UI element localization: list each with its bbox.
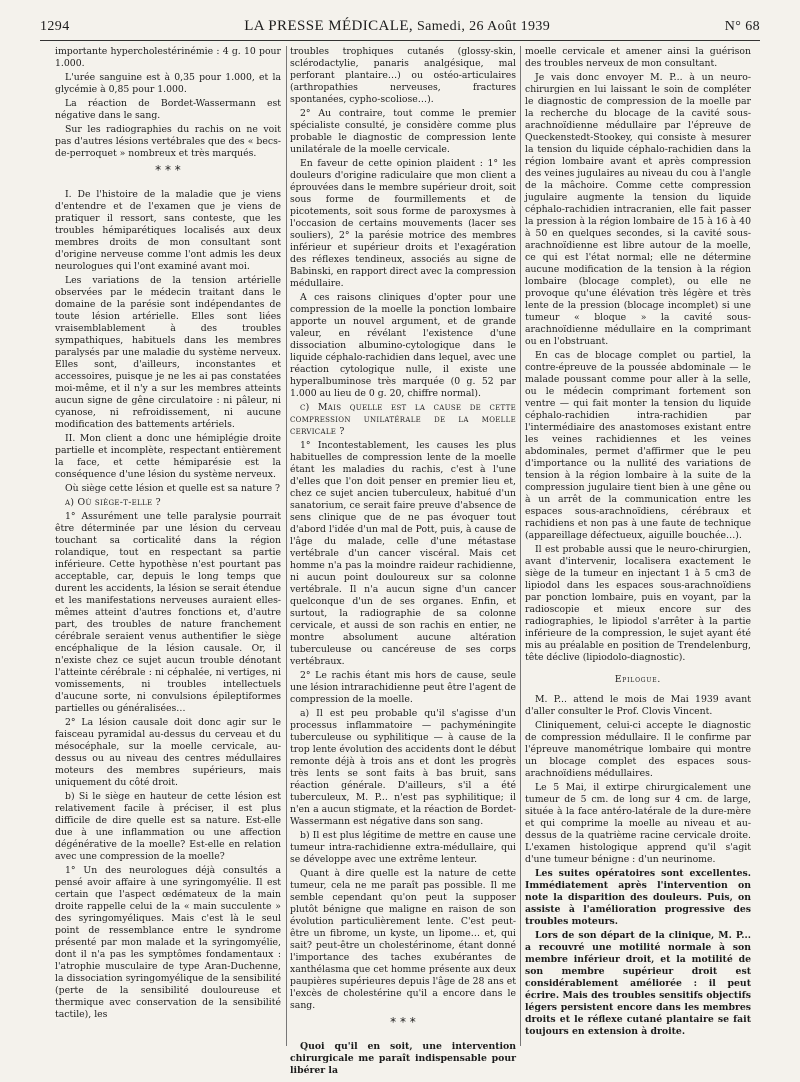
paragraph: I. De l'histoire de la maladie que je viens d'entendre et de l'examen que je viens de pratiquer il ressort, sans conteste, que les troubles hémiparétiques localisés aux deux membres droits de mon consultant sont d'origine nerveuse comme l'ont admis les deux neurologues qui l'ont examiné avant moi. [55, 189, 281, 272]
section-separator: * * * [390, 1015, 416, 1029]
paragraph: b) Il est plus légitime de mettre en cause une tumeur intra-rachidienne extra-médullaire, qui se développe avec une extrême lenteur. [290, 830, 516, 865]
publication-name: LA PRESSE MÉDICALE, [244, 18, 414, 34]
paragraph: b) Si le siège en hauteur de cette lésion est relativement facile à préciser, il est plus difficile de dire quelle est sa nature. Est-elle due à une inflammation ou une affection dégénérative de la moelle? Est-elle en relation avec une compression de la moelle? [55, 791, 281, 862]
issue-number: N° 68 [724, 19, 760, 34]
paragraph: M. P... attend le mois de Mai 1939 avant d'aller consulter le Prof. Clovis Vincent. [525, 694, 751, 717]
issue-date: Samedi, 26 Août 1939 [416, 19, 551, 34]
page-number: 1294 [40, 19, 70, 34]
paragraph: Le 5 Mai, il extirpe chirurgicalement une tumeur de 5 cm. de long sur 4 cm. de large, située à la face antéro-latérale de la dure-mère et qui comprime la moelle au niveau et au-dessus de la quatrième racine cervicale droite. L'examen histologique apprend qu'il s'agit d'une tumeur bénigne : d'un neurinome. [525, 782, 751, 865]
paragraph: troubles trophiques cutanés (glossy-skin, sclérodactylie, panaris analgésique, mal perforant plantaire…) ou ostéo-articulaires (arthropathies nerveuses, fractures spontanées, cypho-scoliose…). [290, 46, 516, 105]
paragraph: Il est probable aussi que le neuro-chirurgien, avant d'intervenir, localisera exactement le siège de la tumeur en injectant 1 à 5 cm3 de lipiodol dans les espaces sous-arachnoïdiens par ponction lombaire, puis en voyant, par la radioscopie et mieux encore sur des radiographies, le lipiodol s'arrêter à la partie inférieure de la compression, le sujet ayant été mis au préalable en position de Trendelenburg, tête déclive (lipiodolo-diagnostic). [525, 544, 751, 663]
paragraph: Lors de son départ de la clinique, M. P... a recouvré une motilité normale à son membre inférieur droit, et la motilité de son membre supérieur droit est considérablement améliorée : il peut écrire. Mais des troubles sensitifs objectifs légers persistent encore dans les membres droits et le réflexe cutané plantaire se fait toujours en extension à droite. [525, 930, 751, 1037]
paragraph: 2° Au contraire, tout comme le premier spécialiste consulté, je considère comme plus probable le diagnostic de compression lente unilatérale de la moelle cervicale. [290, 108, 516, 155]
paragraph: L'urée sanguine est à 0,35 pour 1.000, et la glycémie à 0,85 pour 1.000. [55, 72, 281, 95]
paragraph: moelle cervicale et amener ainsi la guérison des troubles nerveux de mon consultant. [525, 46, 751, 69]
paragraph: 1° Un des neurologues déjà consultés a pensé avoir affaire à une syringomyélie. Il est certain que l'aspect œdémateux de la main droite rappelle celui de la « main succulente » des syringomyéliques. Mais c'est là le seul point de ressemblance entre le syndrome présenté par mon malade et la syringomyélie, dont il n'a pas les symptômes fondamentaux : l'atrophie musculaire de type Aran-Duchenne, la dissociation syringomyélique de la sensibilité (perte de la sensibilité douloureuse et thermique avec conservation de la sensibilité tactile), les [55, 865, 281, 1020]
paragraph: Quoi qu'il en soit, une intervention chirurgicale me paraît indispensable pour libérer la [290, 1041, 516, 1076]
paragraph: Sur les radiographies du rachis on ne voit pas d'autres lésions vertébrales que des « becs-de-perroquet » nombreux et très marqués. [55, 124, 281, 159]
page-header [40, 18, 760, 40]
header-rule [40, 40, 760, 41]
paragraph: Les suites opératoires sont excellentes. Immédiatement après l'intervention on note la disparition des douleurs. Puis, on assiste à l'amélioration progressive des troubles moteurs. [525, 868, 751, 927]
column-middle [290, 46, 516, 1076]
paragraph: Je vais donc envoyer M. P... à un neuro-chirurgien en lui laissant le soin de compléter le diagnostic de compression de la moelle par la recherche du blocage de la cavité sous-arachnoïdienne médullaire par l'épreuve de Queckenstedt-Stookey, qui consiste à mesurer la tension du liquide céphalo-rachidien dans la région lombaire avant et après compression des veines jugulaires au niveau du cou à l'angle de la mâchoire. Comme cette compression jugulaire augmente la tension du liquide céphalo-rachidien intracranien, elle fait passer la pression à la région lombaire de 15 à 16 à 40 à 50 en quelques secondes, si la cavité sous-arachnoïdienne est libre autour de la moelle, ce qui est l'état normal; elle ne détermine aucune modification de la tension à la région lombaire (blocage complet), ou elle ne provoque qu'une élévation très légère et très lente de la pression (blocage incomplet) si une tumeur « bloque » la cavité sous-arachnoïdienne médullaire en la comprimant ou en l'obstruant. [525, 72, 751, 347]
paragraph: Les variations de la tension artérielle observées par le médecin traitant dans le domaine de la parésie sont indépendantes de toute lésion artérielle. Elles sont liées vraisemblablement à des troubles sympathiques, habituels dans les membres paralysés par une maladie du système nerveux. Elles sont, d'ailleurs, inconstantes et accessoires, puisque je ne les ai pas constatées moi-même, et il n'y a sur les membres atteints aucun signe de gêne circulatoire : ni pâleur, ni cyanose, ni refroidissement, ni aucune modification des battements artériels. [55, 275, 281, 430]
paragraph: A ces raisons cliniques d'opter pour une compression de la moelle la ponction lombaire apporte un nouvel argument, et de grande valeur, en révélant l'existence d'une dissociation albumino-cytologique dans le liquide céphalo-rachidien dans lequel, avec une réaction cytologique nulle, il existe une hyperalbuminose très marquée (0 g. 52 par 1.000 au lieu de 0 g. 20, chiffre normal). [290, 292, 516, 399]
section-heading: Epilogue. [614, 675, 662, 685]
paragraph: Où siège cette lésion et quelle est sa nature ? [65, 483, 281, 494]
column-left [55, 46, 281, 1066]
paragraph: II. Mon client a donc une hémiplégie droite partielle et incomplète, respectant entièrement la face, et cette hémiparésie est la conséquence d'une lésion du système nerveux. [55, 433, 281, 480]
publication-title [244, 18, 550, 35]
paragraph: importante hypercholestérinémie : 4 g. 10 pour 1.000. [55, 46, 281, 69]
paragraph: En cas de blocage complet ou partiel, la contre-épreuve de la poussée abdominale — le malade poussant comme pour aller à la selle, ou le médecin comprimant fortement son ventre — qui fait monter la tension du liquide céphalo-rachidien intra-rachidien par l'intermédiaire des anastomoses existant entre les veines rachidiennes et les veines abdominales, permet d'affirmer que le peu d'importance ou la nullité des variations de tension à la région lombaire à la suite de la compression jugulaire tient bien à une gêne ou à un arrêt de la communication entre les espaces sous-arachnoïdiens, cérébraux et rachidiens et non pas à une faute de technique (appareillage défectueux, aiguille bouchée…). [525, 350, 751, 541]
section-separator: * * * [155, 163, 181, 177]
paragraph: 1° Assurément une telle paralysie pourrait être déterminée par une lésion du cerveau touchant sa corticalité dans la région rolandique, tout en respectant sa partie inférieure. Cette hypothèse n'est pourtant pas acceptable, car, depuis le long temps que durent les accidents, la lésion se serait étendue et les manifestations nerveuses auraient elles-mêmes atteint d'autres fonctions et, d'autre part, des troubles de nature franchement cérébrale seraient venus authentifier le siège encéphalique de la lésion causale. Or, il n'existe chez ce sujet aucun trouble dénotant l'atteinte cérébrale : ni céphalée, ni vertiges, ni vomissements, ni troubles intellectuels d'aucune sorte, ni convulsions épileptiformes partielles ou généralisées… [55, 511, 281, 714]
subheading: a) Où siège-t-elle ? [65, 497, 161, 508]
paragraph: 1° Incontestablement, les causes les plus habituelles de compression lente de la moelle étant les maladies du rachis, c'est à l'une d'elles que l'on doit penser en premier lieu et, chez ce sujet ancien tuberculeux, habitué d'un sanatorium, ce serait faire preuve d'absence de sens clinique que de ne pas évoquer tout d'abord l'idée d'un mal de Pott, puis, à cause de l'âge du malade, celle d'une métastase vertébrale d'un cancer viscéral. Mais cet homme n'a pas la moindre raideur rachidienne, ni aucun point douloureux sur sa colonne vertébrale. Il n'a aucun signe d'un cancer quelconque d'un de ses organes. Enfin, et surtout, la radiographie de sa colonne cervicale, et aussi de son rachis en entier, ne montre absolument aucune altération tuberculeuse ou cancéreuse de ses corps vertébraux. [290, 440, 516, 667]
paragraph: Cliniquement, celui-ci accepte le diagnostic de compression médullaire. Il le confirme par l'épreuve manométrique lombaire qui montre un blocage complet des espaces sous-arachnoïdiens médullaires. [525, 720, 751, 779]
column-right [525, 46, 751, 1066]
paragraph: La réaction de Bordet-Wassermann est négative dans le sang. [55, 98, 281, 121]
subheading: c) Mais quelle est la cause de cette compression unilatérale de la moelle cervicale ? [290, 402, 516, 437]
paragraph: Quant à dire quelle est la nature de cette tumeur, cela ne me paraît pas possible. Il me semble cependant qu'on peut la supposer plutôt bénigne que maligne en raison de son évolution particulièrement lente. C'est peut-être un fibrome, un kyste, un lipome… et, qui sait? peut-être un cholestérinome, étant donné l'importance des taches exubérantes de xanthélasma que cet homme présente aux deux paupières supérieures depuis l'âge de 28 ans et l'excès de cholestérine qu'il a encore dans le sang. [290, 868, 516, 1011]
column-divider [520, 46, 521, 1046]
paragraph: 2° La lésion causale doit donc agir sur le faisceau pyramidal au-dessus du cerveau et du mésocéphale, sur la moelle cervicale, au-dessus ou au niveau des centres médullaires moteurs des membres supérieurs, mais uniquement du côté droit. [55, 717, 281, 788]
paragraph: En faveur de cette opinion plaident : 1° les douleurs d'origine radiculaire que mon client a éprouvées dans le membre supérieur droit, soit sous forme de fourmillements et de picotements, soit sous forme de paroxysmes à l'occasion de certains mouvements (lacer ses souliers), 2° la parésie motrice des membres inférieur et supérieur droits et l'exagération des réflexes tendineux, associés au signe de Babinski, en rapport direct avec la compression médullaire. [290, 158, 516, 289]
paragraph: a) Il est peu probable qu'il s'agisse d'un processus inflammatoire — pachyméningite tuberculeuse ou syphilitique — à cause de la trop lente évolution des accidents dont le début remonte déjà à trois ans et dont les progrès très lents se sont faits à bas bruit, sans réaction générale. D'ailleurs, s'il a été tuberculeux, M. P... n'est pas syphilitique; il n'en a aucun stigmate, et la réaction de Bordet-Wassermann est négative dans son sang. [290, 708, 516, 827]
column-divider [286, 46, 287, 1046]
paragraph: 2° Le rachis étant mis hors de cause, seule une lésion intrarachidienne peut être l'agent de compression de la moelle. [290, 670, 516, 705]
